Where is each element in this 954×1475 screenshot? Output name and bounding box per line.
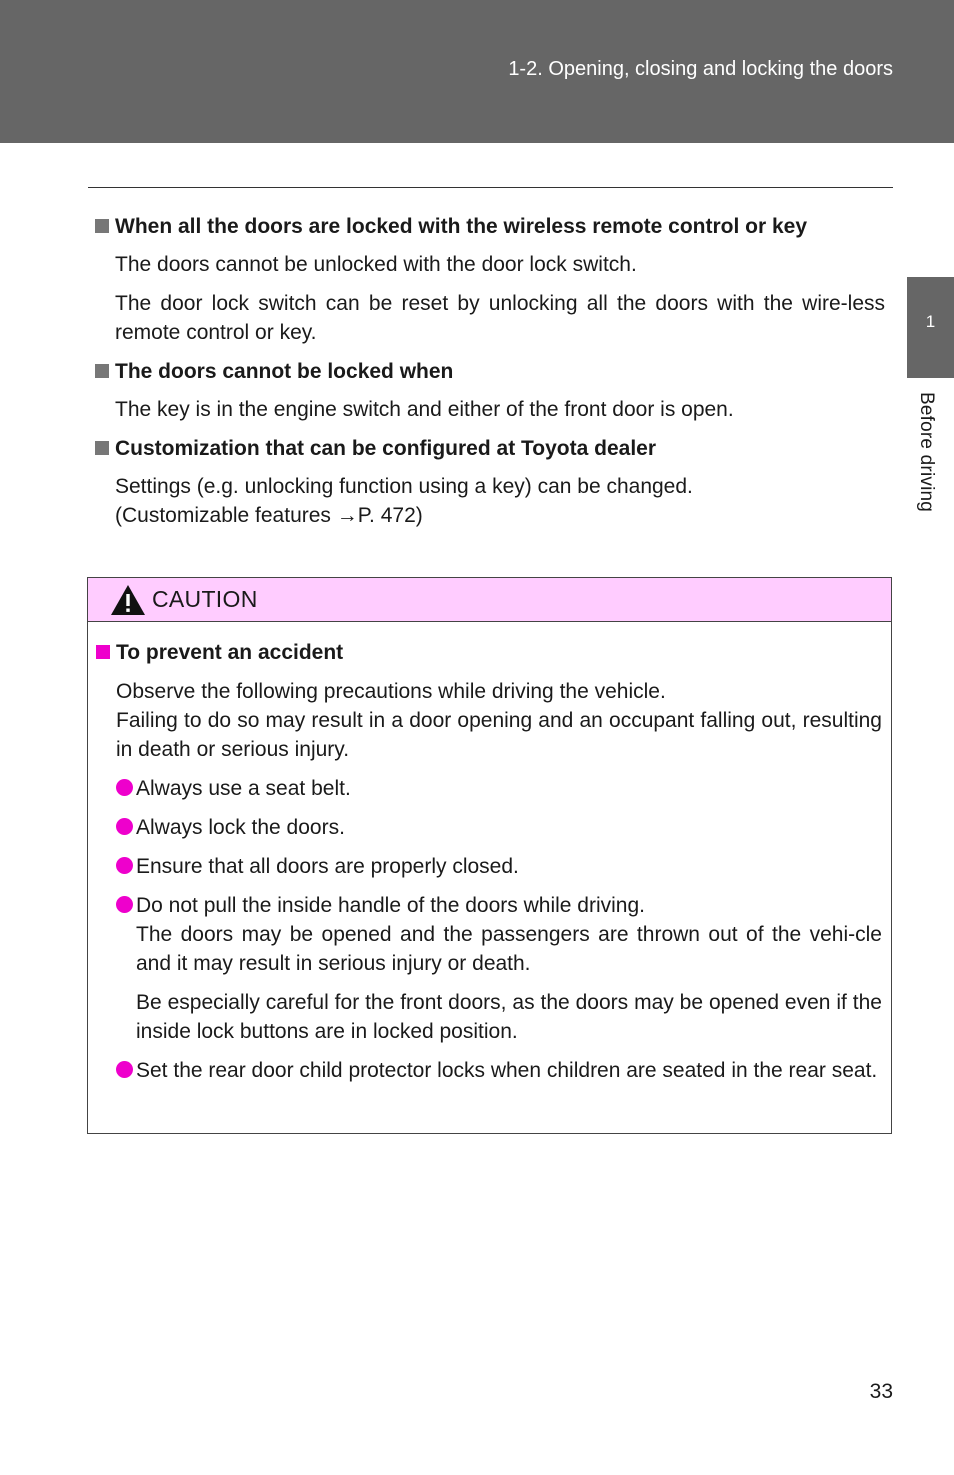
- paragraph: (Customizable features →P. 472): [115, 504, 423, 527]
- chapter-label: Before driving: [916, 392, 937, 513]
- header-band: [0, 0, 954, 143]
- chapter-tab: [907, 277, 954, 378]
- square-bullet-icon: [96, 645, 110, 659]
- main-content: [95, 212, 885, 540]
- section-heading: When all the doors are locked with the wireless remote control or key: [95, 212, 885, 241]
- paragraph: Settings (e.g. unlocking function using a key) can be changed.: [115, 475, 693, 498]
- list-item: Always lock the doors.: [116, 813, 882, 842]
- paragraph: The doors cannot be unlocked with the door lock switch.: [115, 253, 637, 276]
- chapter-number: 1: [925, 312, 936, 331]
- square-bullet-icon: [95, 219, 109, 233]
- section-title: 1-2. Opening, closing and locking the doors: [508, 58, 893, 80]
- circle-bullet-icon: [116, 818, 133, 835]
- square-bullet-icon: [95, 441, 109, 455]
- list-item: Ensure that all doors are properly closed.: [116, 852, 882, 881]
- list-item: Do not pull the inside handle of the doors while driving. The doors may be opened and the passengers are thrown out of the vehi-cle and it may result in serious injury or death. Be especially careful for the front doors, as the doors may be opened even if the inside lock buttons are in locked position.: [116, 891, 882, 1046]
- warning-triangle-icon: [110, 584, 146, 616]
- paragraph: The door lock switch can be reset by unlocking all the doors with the wire-less remote control or key.: [115, 292, 885, 344]
- caution-header: [88, 578, 891, 622]
- square-bullet-icon: [95, 364, 109, 378]
- paragraph: Failing to do so may result in a door opening and an occupant falling out, resulting in death or serious injury.: [116, 709, 882, 761]
- paragraph: Observe the following precautions while driving the vehicle.: [116, 680, 666, 703]
- circle-bullet-icon: [116, 857, 133, 874]
- page-number: 33: [869, 1380, 893, 1403]
- section-heading: Customization that can be configured at Toyota dealer: [95, 434, 885, 463]
- divider: [88, 187, 893, 188]
- circle-bullet-icon: [116, 1061, 133, 1078]
- list-item: Always use a seat belt.: [116, 774, 882, 803]
- list-item: Set the rear door child protector locks when children are seated in the rear seat.: [116, 1056, 882, 1085]
- paragraph: The key is in the engine switch and either of the front door is open.: [115, 398, 734, 421]
- caution-body: [88, 622, 891, 1085]
- circle-bullet-icon: [116, 896, 133, 913]
- section-heading: The doors cannot be locked when: [95, 357, 885, 386]
- caution-title: CAUTION: [152, 586, 258, 612]
- caution-box: [87, 577, 892, 1134]
- caution-heading: To prevent an accident: [96, 638, 882, 667]
- circle-bullet-icon: [116, 779, 133, 796]
